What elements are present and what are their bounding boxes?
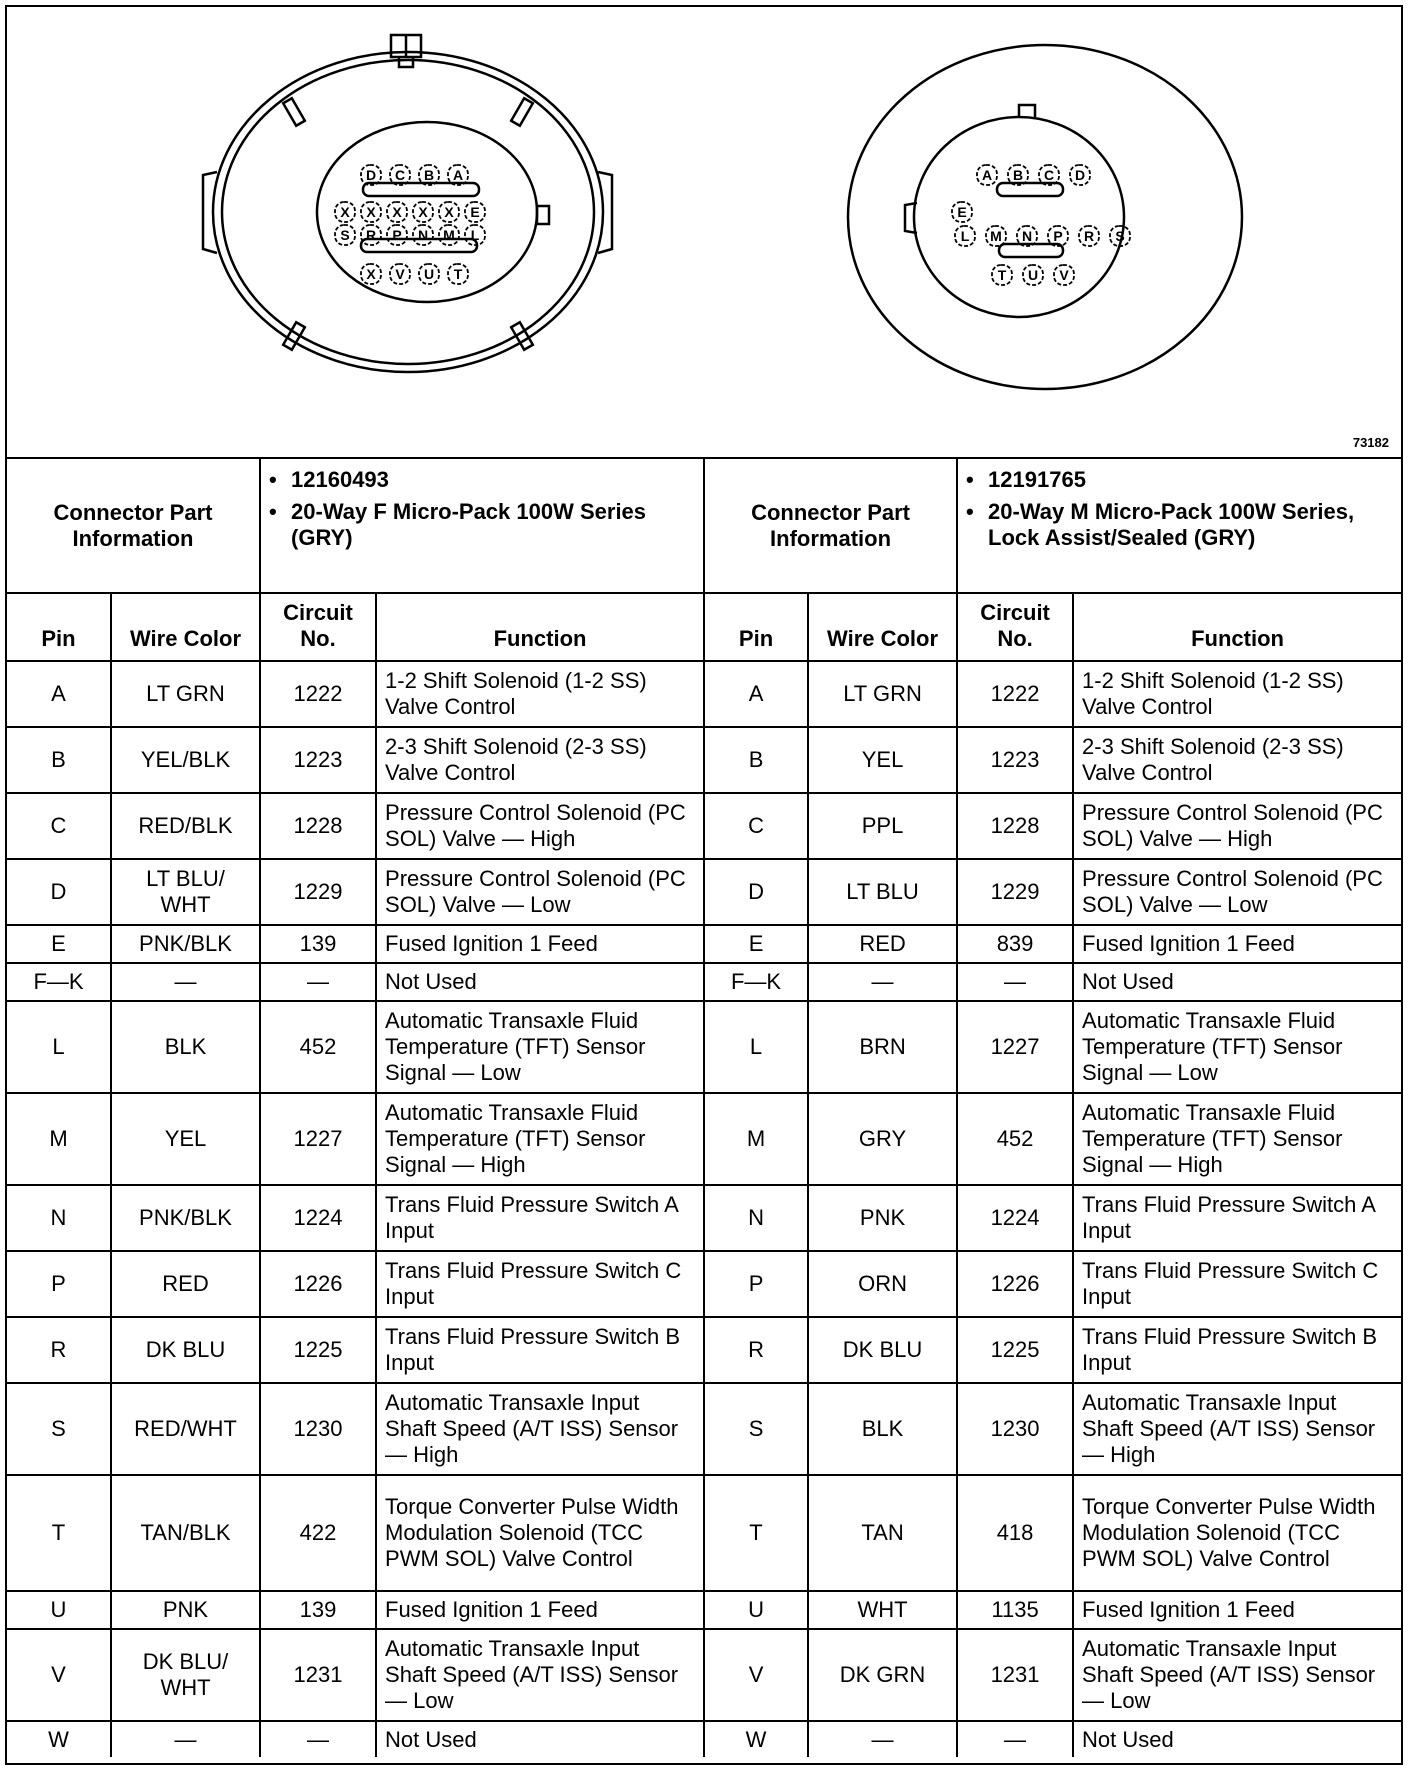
circuit-cell: 1223 [260, 727, 376, 793]
cavity-label: X [392, 204, 402, 220]
connector-end-view-sheet [5, 5, 1403, 1765]
wire-color-cell: — [808, 963, 957, 1001]
right-connector-face [914, 117, 1124, 317]
wire-color-cell: RED [111, 1251, 260, 1317]
right-connector-info: • 12191765 • 20-Way M Micro-Pack 100W Series, Lock Assist/Sealed (GRY) [957, 459, 1401, 593]
circuit-cell: 422 [260, 1475, 376, 1591]
circuit-cell: 1224 [260, 1185, 376, 1251]
cavity-label: E [957, 204, 967, 220]
circuit-cell: 1230 [260, 1383, 376, 1475]
cavity-label: T [997, 267, 1007, 283]
function-cell: Automatic Transaxle Input Shaft Speed (A/T ISS) Sensor — High [376, 1383, 704, 1475]
wire-color-cell: LT GRN [111, 661, 260, 727]
pin-cell: F—K [704, 963, 808, 1001]
right-part-number: 12191765 [988, 467, 1086, 492]
wire-color-cell: PNK [808, 1185, 957, 1251]
table-row [7, 1185, 1401, 1251]
wire-color-cell: — [808, 1721, 957, 1757]
wire-color-cell: PPL [808, 793, 957, 859]
circuit-cell: 452 [260, 1001, 376, 1093]
function-cell: Automatic Transaxle Input Shaft Speed (A/T ISS) Sensor — Low [1073, 1629, 1401, 1721]
wire-color-cell: BLK [808, 1383, 957, 1475]
circuit-cell: 1229 [957, 859, 1073, 925]
circuit-cell: 1229 [260, 859, 376, 925]
circuit-cell: 139 [260, 1591, 376, 1629]
pin-cell: W [704, 1721, 808, 1757]
pin-cell: B [7, 727, 111, 793]
circuit-cell: — [260, 1721, 376, 1757]
table-row [7, 859, 1401, 925]
wire-color-cell: DK BLU/ WHT [111, 1629, 260, 1721]
wire-color-cell: RED/BLK [111, 793, 260, 859]
pin-cell: L [704, 1001, 808, 1093]
cavity-label: X [340, 204, 350, 220]
wire-color-cell: LT GRN [808, 661, 957, 727]
circuit-cell: 1228 [957, 793, 1073, 859]
table-row [7, 1001, 1401, 1093]
table-row [7, 1721, 1401, 1757]
pin-cell: B [704, 727, 808, 793]
wire-color-cell: LT BLU/ WHT [111, 859, 260, 925]
pin-cell: D [704, 859, 808, 925]
circuit-cell: — [260, 963, 376, 1001]
wire-color-cell: PNK [111, 1591, 260, 1629]
table-row [7, 661, 1401, 727]
wire-color-cell: RED [808, 925, 957, 963]
circuit-cell: 1222 [957, 661, 1073, 727]
pin-cell: A [7, 661, 111, 727]
function-cell: Not Used [1073, 1721, 1401, 1757]
circuit-cell: 1228 [260, 793, 376, 859]
wire-color-cell: WHT [808, 1591, 957, 1629]
function-cell: 2-3 Shift Solenoid (2-3 SS) Valve Control [1073, 727, 1401, 793]
function-cell: Pressure Control Solenoid (PC SOL) Valve — Low [1073, 859, 1401, 925]
circuit-cell: — [957, 963, 1073, 1001]
right-part-description: 20-Way M Micro-Pack 100W Series, Lock Assist/Sealed (GRY) [988, 499, 1355, 550]
circuit-cell: 1225 [260, 1317, 376, 1383]
pin-cell: R [7, 1317, 111, 1383]
cavity-label: N [1021, 228, 1033, 244]
function-cell: 2-3 Shift Solenoid (2-3 SS) Valve Control [376, 727, 704, 793]
circuit-cell: 1135 [957, 1591, 1073, 1629]
left-connector-drawing [203, 35, 612, 372]
pin-cell: N [7, 1185, 111, 1251]
pin-cell: M [704, 1093, 808, 1185]
function-cell: Fused Ignition 1 Feed [1073, 925, 1401, 963]
function-cell: Trans Fluid Pressure Switch B Input [1073, 1317, 1401, 1383]
connector-diagram-area [7, 7, 1401, 459]
function-cell: Fused Ignition 1 Feed [376, 925, 704, 963]
function-cell: Pressure Control Solenoid (PC SOL) Valve — High [376, 793, 704, 859]
table-row [7, 963, 1401, 1001]
connector-part-info-row [7, 459, 1401, 593]
pin-cell: D [7, 859, 111, 925]
function-cell: Automatic Transaxle Fluid Temperature (TFT) Sensor Signal — High [1073, 1093, 1401, 1185]
wire-color-cell: YEL/BLK [111, 727, 260, 793]
pin-cell: M [7, 1093, 111, 1185]
pin-header: Pin [7, 593, 111, 661]
table-row [7, 1591, 1401, 1629]
table-row [7, 925, 1401, 963]
function-cell: Pressure Control Solenoid (PC SOL) Valve — Low [376, 859, 704, 925]
cavity-label: L [960, 228, 970, 244]
right-connector-info-label: Connector Part Information [704, 459, 957, 593]
function-cell: Trans Fluid Pressure Switch C Input [376, 1251, 704, 1317]
wire-color-cell: — [111, 1721, 260, 1757]
left-part-number: 12160493 [291, 467, 389, 492]
pin-cell: S [704, 1383, 808, 1475]
function-cell: 1-2 Shift Solenoid (1-2 SS) Valve Control [1073, 661, 1401, 727]
cavity-label: B [1012, 167, 1024, 183]
table-row [7, 1629, 1401, 1721]
column-header-row [7, 593, 1401, 661]
circuit-no-header: Circuit No. [260, 593, 376, 661]
cavity-label: B [423, 167, 435, 183]
wire-color-cell: DK BLU [111, 1317, 260, 1383]
function-cell: Torque Converter Pulse Width Modulation Solenoid (TCC PWM SOL) Valve Control [1073, 1475, 1401, 1591]
table-row [7, 1251, 1401, 1317]
cavity-label: D [1074, 167, 1086, 183]
wire-color-cell: DK GRN [808, 1629, 957, 1721]
function-cell: Trans Fluid Pressure Switch A Input [1073, 1185, 1401, 1251]
function-cell: Automatic Transaxle Input Shaft Speed (A/T ISS) Sensor — Low [376, 1629, 704, 1721]
pin-cell: N [704, 1185, 808, 1251]
function-cell: Automatic Transaxle Input Shaft Speed (A/T ISS) Sensor — High [1073, 1383, 1401, 1475]
pin-cell: P [704, 1251, 808, 1317]
table-row [7, 727, 1401, 793]
pin-cell: T [704, 1475, 808, 1591]
wire-color-cell: BRN [808, 1001, 957, 1093]
pin-header: Pin [704, 593, 808, 661]
cavity-label: V [395, 266, 405, 282]
pin-cell: V [7, 1629, 111, 1721]
circuit-cell: 1225 [957, 1317, 1073, 1383]
wire-color-cell: ORN [808, 1251, 957, 1317]
function-cell: Not Used [1073, 963, 1401, 1001]
circuit-cell: 418 [957, 1475, 1073, 1591]
cavity-label: X [418, 204, 428, 220]
circuit-cell: 1231 [260, 1629, 376, 1721]
wire-color-cell: DK BLU [808, 1317, 957, 1383]
circuit-cell: 1223 [957, 727, 1073, 793]
cavity-label: X [366, 204, 376, 220]
pin-cell: U [704, 1591, 808, 1629]
pin-cell: F—K [7, 963, 111, 1001]
wire-color-cell: PNK/BLK [111, 925, 260, 963]
wire-color-cell: RED/WHT [111, 1383, 260, 1475]
wire-color-header: Wire Color [111, 593, 260, 661]
table-row [7, 1093, 1401, 1185]
cavity-label: P [392, 227, 402, 243]
wire-color-cell: TAN [808, 1475, 957, 1591]
function-cell: Not Used [376, 963, 704, 1001]
function-header: Function [376, 593, 704, 661]
cavity-label: C [1043, 167, 1055, 183]
cavity-label: A [452, 167, 464, 183]
pin-cell: T [7, 1475, 111, 1591]
circuit-cell: 1226 [260, 1251, 376, 1317]
function-cell: Automatic Transaxle Fluid Temperature (TFT) Sensor Signal — Low [1073, 1001, 1401, 1093]
pin-cell: P [7, 1251, 111, 1317]
pin-rows [7, 661, 1401, 1757]
table-row [7, 1317, 1401, 1383]
wire-color-cell: TAN/BLK [111, 1475, 260, 1591]
pin-cell: U [7, 1591, 111, 1629]
pin-cell: E [704, 925, 808, 963]
function-cell: Trans Fluid Pressure Switch A Input [376, 1185, 704, 1251]
cavity-label: P [1053, 228, 1063, 244]
circuit-cell: 1231 [957, 1629, 1073, 1721]
pin-cell: V [704, 1629, 808, 1721]
table-row [7, 793, 1401, 859]
left-connector-info-label: Connector Part Information [7, 459, 260, 593]
function-cell: Fused Ignition 1 Feed [1073, 1591, 1401, 1629]
circuit-cell: 1227 [957, 1001, 1073, 1093]
cavity-label: U [1027, 267, 1039, 283]
table-row [7, 1383, 1401, 1475]
cavity-label: M [443, 227, 455, 243]
pin-cell: W [7, 1721, 111, 1757]
figure-number: 73182 [1352, 435, 1389, 450]
cavity-label: S [340, 227, 350, 243]
pin-cell: C [704, 793, 808, 859]
pin-cell: E [7, 925, 111, 963]
circuit-cell: 452 [957, 1093, 1073, 1185]
wire-color-cell: YEL [111, 1093, 260, 1185]
function-header: Function [1073, 593, 1401, 661]
cavity-label: E [470, 204, 480, 220]
function-cell: Torque Converter Pulse Width Modulation Solenoid (TCC PWM SOL) Valve Control [376, 1475, 704, 1591]
circuit-cell: 1230 [957, 1383, 1073, 1475]
circuit-cell: 1226 [957, 1251, 1073, 1317]
wire-color-cell: BLK [111, 1001, 260, 1093]
pin-cell: C [7, 793, 111, 859]
wire-color-cell: PNK/BLK [111, 1185, 260, 1251]
connector-drawings [7, 7, 1401, 455]
circuit-cell: 1227 [260, 1093, 376, 1185]
circuit-cell: — [957, 1721, 1073, 1757]
wire-color-cell: LT BLU [808, 859, 957, 925]
circuit-no-header: Circuit No. [957, 593, 1073, 661]
left-part-description: 20-Way F Micro-Pack 100W Series (GRY) [291, 499, 647, 550]
cavity-label: R [1083, 228, 1095, 244]
cavity-label: U [423, 266, 435, 282]
cavity-label: X [444, 204, 454, 220]
function-cell: Fused Ignition 1 Feed [376, 1591, 704, 1629]
circuit-cell: 1224 [957, 1185, 1073, 1251]
circuit-cell: 139 [260, 925, 376, 963]
cavity-label: D [365, 167, 377, 183]
cavity-label: R [365, 227, 377, 243]
function-cell: Pressure Control Solenoid (PC SOL) Valve — High [1073, 793, 1401, 859]
right-connector-drawing [848, 45, 1242, 389]
wire-color-cell: GRY [808, 1093, 957, 1185]
pin-cell: R [704, 1317, 808, 1383]
cavity-label: T [453, 266, 463, 282]
cavity-label: A [981, 167, 993, 183]
wire-color-cell: YEL [808, 727, 957, 793]
function-cell: Not Used [376, 1721, 704, 1757]
pin-cell: L [7, 1001, 111, 1093]
connector-pinout-table [7, 459, 1401, 1757]
cavity-label: S [1115, 228, 1125, 244]
function-cell: Trans Fluid Pressure Switch C Input [1073, 1251, 1401, 1317]
left-connector-outer-shell [213, 52, 603, 372]
cavity-label: V [1059, 267, 1069, 283]
circuit-cell: 839 [957, 925, 1073, 963]
right-connector-outer-shell [848, 45, 1242, 389]
table-row [7, 1475, 1401, 1591]
wire-color-header: Wire Color [808, 593, 957, 661]
cavity-label: M [990, 228, 1002, 244]
pin-cell: A [704, 661, 808, 727]
cavity-label: L [470, 227, 480, 243]
cavity-label: C [394, 167, 406, 183]
circuit-cell: 1222 [260, 661, 376, 727]
left-connector-info: • 12160493 • 20-Way F Micro-Pack 100W Series (GRY) [260, 459, 704, 593]
pin-cell: S [7, 1383, 111, 1475]
function-cell: Trans Fluid Pressure Switch B Input [376, 1317, 704, 1383]
function-cell: Automatic Transaxle Fluid Temperature (TFT) Sensor Signal — High [376, 1093, 704, 1185]
cavity-label: N [417, 227, 429, 243]
function-cell: 1-2 Shift Solenoid (1-2 SS) Valve Control [376, 661, 704, 727]
cavity-label: X [366, 266, 376, 282]
wire-color-cell: — [111, 963, 260, 1001]
function-cell: Automatic Transaxle Fluid Temperature (TFT) Sensor Signal — Low [376, 1001, 704, 1093]
